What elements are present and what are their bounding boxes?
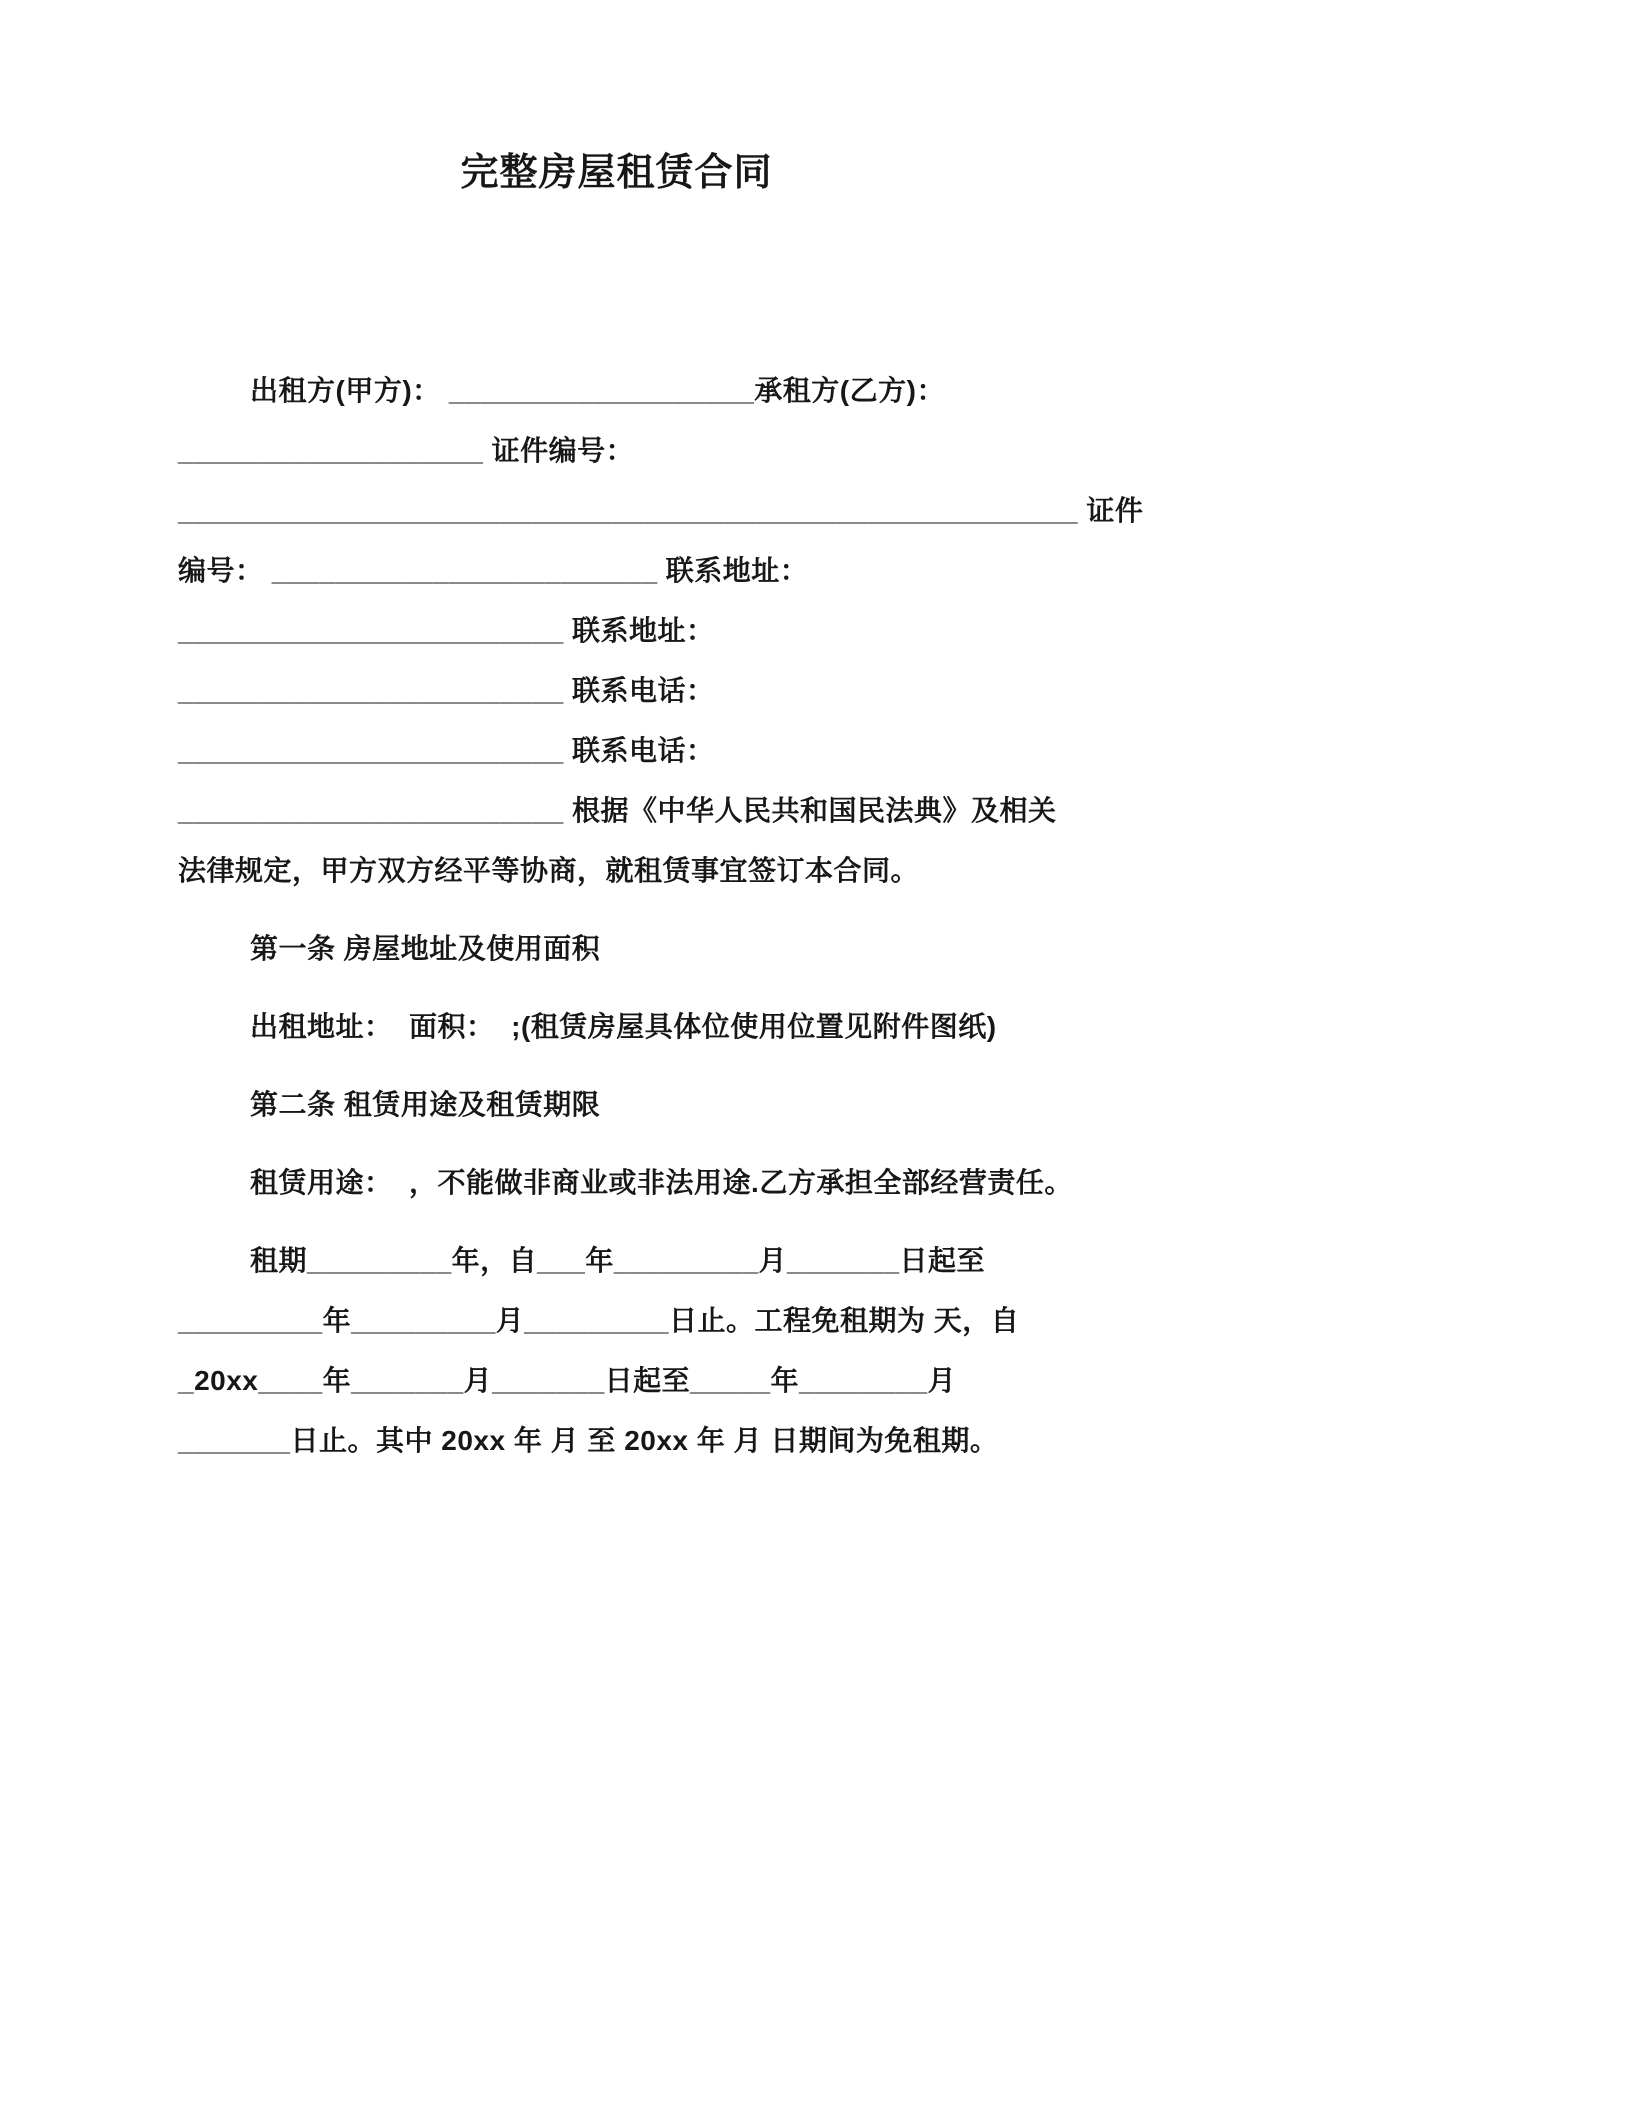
article-heading: 第一条 房屋地址及使用面积: [250, 933, 601, 964]
text-line: 编号： ________________________ 联系地址：: [178, 555, 809, 586]
article-2-body-paragraph: [178, 1153, 1455, 1213]
text-line: ___________________ 证件编号： ________________________________________________________ 证件: [178, 435, 1144, 526]
text-line: 租赁用途： ，不能做非商业或非法用途.乙方承担全部经营责任。: [250, 1167, 1073, 1198]
article-1-body-paragraph: [178, 997, 1455, 1057]
text-line: _________年_________月_________日止。工程免租期为 天，自: [178, 1305, 1020, 1336]
text-line: _20xx____年_______月_______日起至_____年________月: [178, 1365, 957, 1396]
text-line: ________________________ 联系电话：: [178, 735, 715, 766]
text-line: ________________________ 根据《中华人民共和国民法典》及相关: [178, 795, 1057, 826]
article-2-heading-paragraph: [178, 1075, 1455, 1135]
text-line: 出租地址： 面积： ;(租赁房屋具体位使用位置见附件图纸): [250, 1011, 997, 1042]
lease-term-paragraph: [178, 1231, 1455, 1471]
parties-intro-paragraph: [178, 361, 1455, 901]
text-line: _______日止。其中 20xx 年 月 至 20xx 年 月 日期间为免租期。: [178, 1425, 999, 1456]
document-body: [178, 361, 1455, 1471]
text-line: 出租方(甲方)： ___________________承租方(乙方)：: [250, 375, 945, 406]
text-line: 租期_________年，自___年_________月_______日起至: [250, 1245, 986, 1276]
article-1-heading-paragraph: [178, 919, 1455, 979]
document-title: 完整房屋租赁合同: [460, 152, 773, 194]
article-heading: 第二条 租赁用途及租赁期限: [250, 1089, 601, 1120]
text-line: ________________________ 联系地址：: [178, 615, 715, 646]
text-line: 法律规定，甲方双方经平等协商，就租赁事宜签订本合同。: [178, 855, 920, 886]
text-line: ________________________ 联系电话：: [178, 675, 715, 706]
